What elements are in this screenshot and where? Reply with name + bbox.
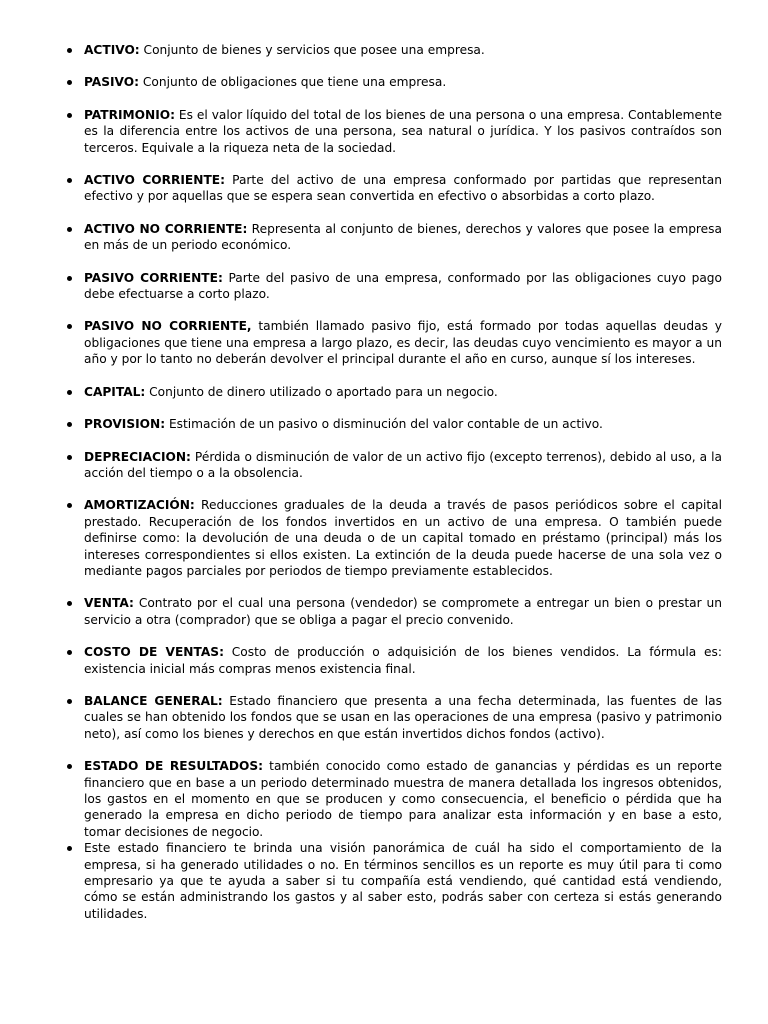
definition-term: PROVISION:: [84, 417, 166, 432]
definition-term: ACTIVO NO CORRIENTE:: [84, 221, 248, 236]
definition-item-pasivo-corriente: [66, 270, 722, 303]
definition-term: PASIVO NO CORRIENTE,: [84, 319, 252, 334]
definition-text: Estado financiero que presenta a una fecha determinada, las fuentes de las cuales se han obtenido los fondos que se usan en las operaciones de una empresa (pasivo y patrimonio neto), así como los bienes y derechos en que están invertidos dichos fondos (activo).: [84, 693, 722, 741]
definition-item-patrimonio: [66, 107, 722, 156]
definition-text: Costo de producción o adquisición de los bienes vendidos. La fórmula es: existencia inicial más compras menos existencia final.: [84, 645, 723, 676]
definition-item-venta: [66, 595, 722, 628]
definition-item-pasivo: [66, 74, 722, 90]
definition-list: [66, 42, 722, 922]
definition-text: Parte del activo de una empresa conformado por partidas que representan efectivo y por aquellas que se espera sean convertida en efectivo o absorbidas a corto plazo.: [84, 173, 722, 204]
definition-text: Representa al conjunto de bienes, derechos y valores que posee la empresa en más de un periodo económico.: [84, 221, 722, 253]
definition-item-activo-no-corriente: [66, 221, 722, 254]
definition-term: ACTIVO CORRIENTE:: [84, 173, 225, 188]
definition-term: BALANCE GENERAL:: [84, 693, 223, 708]
definition-item-estado-de-resultados: [66, 758, 722, 840]
definition-text: Contrato por el cual una persona (vendedor) se compromete a entregar un bien o prestar un servicio a otra (comprador) que se obliga a pagar el precio convenido.: [84, 596, 722, 627]
definition-text: Pérdida o disminución de valor de un activo fijo (excepto terrenos), debido al uso, a la acción del tiempo o a la obsolencia.: [84, 449, 722, 480]
definition-item-amortizacion: [66, 497, 722, 579]
definition-text: Este estado financiero te brinda una visión panorámica de cuál ha sido el comportamiento de la empresa, si ha generado utilidades o no. En términos sencillos es un reporte es muy útil para ti como empresario ya que te ayuda a saber si tu compañía está vendiendo, qué cantidad está vendiendo, cómo se están administrando los gastos y al saber esto, podrás saber con certeza si estás generando utilidades.: [84, 841, 722, 921]
definition-term: COSTO DE VENTAS:: [84, 645, 224, 660]
definition-item-provision: [66, 416, 722, 432]
definition-item-capital: [66, 384, 722, 400]
definition-item-balance-general: [66, 693, 722, 742]
definition-term: PASIVO:: [84, 75, 140, 90]
definition-term: AMORTIZACIÓN:: [84, 498, 195, 513]
definition-text: Parte del pasivo de una empresa, conformado por las obligaciones cuyo pago debe efectuarse a corto plazo.: [84, 270, 722, 302]
definition-text: Es el valor líquido del total de los bienes de una persona o una empresa. Contablemente es la diferencia entre los activos de una persona, sea natural o jurídica. Y los pasivos contraídos son terceros. Equivale a la riqueza neta de la sociedad.: [84, 107, 722, 155]
definition-text: Estimación de un pasivo o disminución del valor contable de un activo.: [165, 417, 603, 432]
definition-text: también conocido como estado de ganancias y pérdidas es un reporte financiero que en base a un periodo determinado muestra de manera detallada los ingresos obtenidos, los gastos en el momento en que se producen y como consecuencia, el beneficio o pérdida que ha generado la empresa en dicho periodo de tiempo para analizar esta información y en base a esto, tomar decisiones de negocio.: [84, 759, 722, 839]
definition-term: PASIVO CORRIENTE:: [84, 270, 223, 285]
definition-term: VENTA:: [84, 596, 134, 611]
definition-term: ACTIVO:: [84, 43, 140, 57]
definition-text: Conjunto de obligaciones que tiene una empresa.: [139, 75, 447, 90]
definition-item-activo-corriente: [66, 172, 722, 205]
definition-item-estado-financiero-detalle: [66, 840, 722, 922]
definition-term: CAPITAL:: [84, 384, 146, 399]
definition-text: también llamado pasivo fijo, está formado por todas aquellas deudas y obligaciones que tiene una empresa a largo plazo, es decir, las deudas cuyo vencimiento es mayor a un año y por lo tanto no deberán devolver el principal durante el año en curso, aunque sí los intereses.: [84, 319, 722, 367]
definition-item-depreciacion: [66, 449, 722, 482]
definition-item-activo: [66, 42, 722, 58]
definition-text: Reducciones graduales de la deuda a través de pasos periódicos sobre el capital prestado. Recuperación de los fondos invertidos en un activo de una empresa. O también puede definirse como: la devolución de una deuda o de un capital tomado en préstamo (principal) más los intereses correspondientes si ellos existen. La extinción de la deuda puede hacerse de una sola vez o mediante pagos parciales por periodos de tiempo previamente establecidos.: [84, 498, 722, 578]
definition-term: DEPRECIACION:: [84, 449, 191, 464]
definition-item-pasivo-no-corriente: [66, 318, 722, 367]
definition-text: Conjunto de dinero utilizado o aportado para un negocio.: [145, 384, 498, 399]
definition-item-costo-de-ventas: [66, 644, 722, 677]
definition-term: ESTADO DE RESULTADOS:: [84, 759, 263, 774]
definition-text: Conjunto de bienes y servicios que posee una empresa.: [139, 43, 485, 57]
definition-term: PATRIMONIO:: [84, 107, 175, 122]
